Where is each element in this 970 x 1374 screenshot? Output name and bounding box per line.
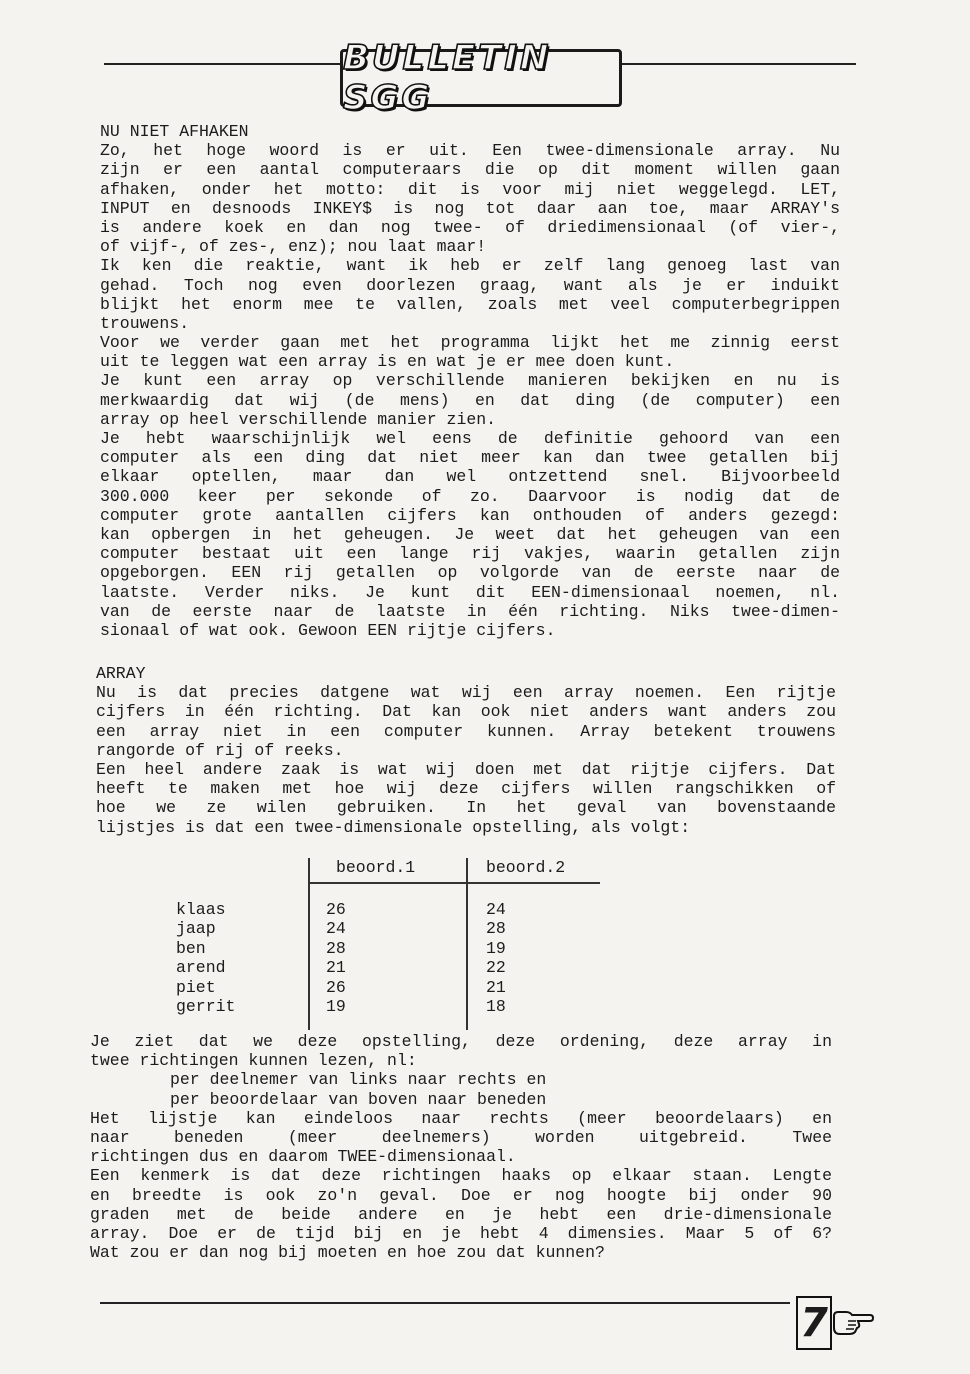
body-line: rangorde of rij of reeks. [96, 740, 344, 760]
table-header-beoord2: beoord.2 [486, 858, 566, 877]
section-heading: NU NIET AFHAKEN [100, 122, 249, 141]
body-line: van de eerste naar de laatste in één richting. Niks twee-dimen- [100, 601, 840, 621]
body-line: blijkt het enorm mee te vallen, zoals met veel computerbegrippen [100, 294, 840, 314]
body-line: cijfers in één richting. Dat kan ook niet anders want anders zou [96, 702, 836, 722]
table-cell: 22 [486, 958, 506, 978]
body-line: trouwens. [100, 313, 190, 333]
body-line: Zo, het hoge woord is er uit. Een twee-dimensionale array. Nu [100, 141, 840, 161]
body-line: per beoordelaar van boven naar beneden [170, 1089, 547, 1109]
body-line: afhaken, onder het motto: dit is voor mij niet weggelegd. LET, [100, 179, 840, 199]
body-line: uit te leggen wat een array is en wat je er mee doen kunt. [100, 352, 675, 372]
body-line: is andere koek en dan nog twee- of driedimensionaal (of vier-, [100, 217, 840, 237]
body-line: lijstjes is dat een twee-dimensionale opstelling, als volgt: [96, 817, 691, 837]
body-line: Nu is dat precies datgene wat wij een array noemen. Een rijtje [96, 683, 836, 703]
body-line: merkwaardig dat wij (de mens) en dat ding (de computer) een [100, 390, 840, 410]
body-line: gehad. Toch nog even doorlezen graag, want als je er induikt [100, 275, 840, 295]
body-line: een array niet in een computer kunnen. Array betekent trouwens [96, 721, 836, 741]
table-cell: 18 [486, 996, 506, 1016]
body-line: computer als een ding dat niet meer kan dan twee getallen bij [100, 448, 840, 468]
body-line: array. Doe er de tijd bij en je hebt 4 dimensies. Maar 5 of 6? [90, 1223, 832, 1243]
header-rule-right [616, 63, 856, 65]
section-heading: ARRAY [96, 664, 146, 683]
table-column-beoord2 [486, 900, 506, 1016]
body-line: Een heel andere zaak is wat wij doen met dat rijtje cijfers. Dat [96, 759, 836, 779]
body-line: of vijf-, of zes-, enz); nou laat maar! [100, 237, 487, 257]
body-line: graden met de beide andere en je hebt een drie-dimensionale [90, 1204, 832, 1224]
table-cell: 19 [486, 938, 506, 958]
pointing-hand-icon [832, 1310, 874, 1336]
body-line: Wat zou er dan nog bij moeten en hoe zou dat kunnen? [90, 1243, 605, 1263]
table-column-beoord1 [326, 900, 346, 1016]
body-line: per deelnemer van links naar rechts en [170, 1070, 547, 1090]
table-cell: piet [176, 977, 216, 997]
body-line: Je hebt waarschijnlijk wel eens de definitie gehoord van een [100, 429, 840, 448]
body-line: Je ziet dat we deze opstelling, deze ordening, deze array in [90, 1032, 832, 1051]
body-line: richtingen dus en daarom TWEE-dimensionaal. [90, 1147, 516, 1167]
header-rule-left [104, 63, 340, 65]
table-cell: jaap [176, 919, 216, 939]
body-line: elkaar optellen, maar dan wel ontzettend snel. Bijvoorbeeld [100, 467, 840, 487]
table-cell: 28 [326, 938, 346, 958]
body-line: naar beneden (meer deelnemers) worden uitgebreid. Twee [90, 1127, 832, 1147]
body-line: Het lijstje kan eindeloos naar rechts (meer beoordelaars) en [90, 1108, 832, 1128]
body-line: sionaal of wat ook. Gewoon EEN rijtje cijfers. [100, 620, 556, 640]
footer-rule [100, 1302, 790, 1304]
table-column-names [176, 900, 235, 1016]
section-nu-niet-afhaken [100, 122, 840, 640]
body-line: laatste. Verder niks. Je kunt dit EEN-dimensionaal noemen, nl. [100, 582, 840, 602]
table-cell: 24 [326, 919, 346, 939]
table-cell: gerrit [176, 996, 236, 1016]
body-line: Een kenmerk is dat deze richtingen haaks op elkaar staan. Lengte [90, 1166, 832, 1186]
table-cell: ben [176, 938, 206, 958]
body-line: Je kunt een array op verschillende manieren bekijken en nu is [100, 371, 840, 391]
body-line: 300.000 keer per sekonde of zo. Daarvoor is nodig dat de [100, 486, 840, 506]
section-conclusion [90, 1032, 832, 1262]
table-cell: arend [176, 958, 226, 978]
body-line: computer grote aantallen cijfers kan onthouden of anders gezegd: [100, 505, 840, 525]
masthead-title: BULLETIN SGG [343, 38, 552, 118]
table-cell: 24 [486, 900, 506, 919]
body-line: INPUT en desnoods INKEY$ is nog tot daar aan toe, maar ARRAY's [100, 198, 840, 218]
body-line: zijn er een aantal computeraars die op dit moment willen gaan [100, 160, 840, 180]
body-line: en breedte is ook zo'n geval. Doe er nog hoogte bij onder 90 [90, 1185, 832, 1205]
section-array [96, 664, 836, 837]
table-divider-horizontal [308, 882, 600, 884]
body-line: array op heel verschillende manier zien. [100, 409, 497, 429]
table-cell: klaas [176, 900, 226, 919]
body-line: hoe we ze wilen gebruiken. In het geval van bovenstaande [96, 798, 836, 818]
body-line: twee richtingen kunnen lezen, nl: [90, 1051, 417, 1071]
masthead-logo [340, 38, 622, 118]
table-cell: 21 [486, 977, 506, 997]
body-line: kan opbergen in het geheugen. Je weet dat het geheugen van een [100, 524, 840, 544]
body-line: computer bestaat uit een lange rij vakjes, waarin getallen zijn [100, 544, 840, 564]
table-divider-vertical [308, 858, 310, 1030]
page-number: 7 [796, 1296, 832, 1350]
table-cell: 28 [486, 919, 506, 939]
table-cell: 26 [326, 900, 346, 919]
table-cell: 26 [326, 977, 346, 997]
body-line: opgeborgen. EEN rij getallen op volgorde van de eerste naar de [100, 563, 840, 583]
table-divider-vertical [466, 858, 468, 1030]
body-line: heeft te maken met hoe wij deze cijfers willen rangschikken of [96, 779, 836, 799]
body-line: Ik ken die reaktie, want ik heb er zelf lang genoeg last van [100, 256, 840, 276]
body-line: Voor we verder gaan met het programma lijkt het me zinnig eerst [100, 333, 840, 353]
table-cell: 19 [326, 996, 346, 1016]
table-header-beoord1: beoord.1 [336, 858, 416, 877]
table-cell: 21 [326, 958, 346, 978]
